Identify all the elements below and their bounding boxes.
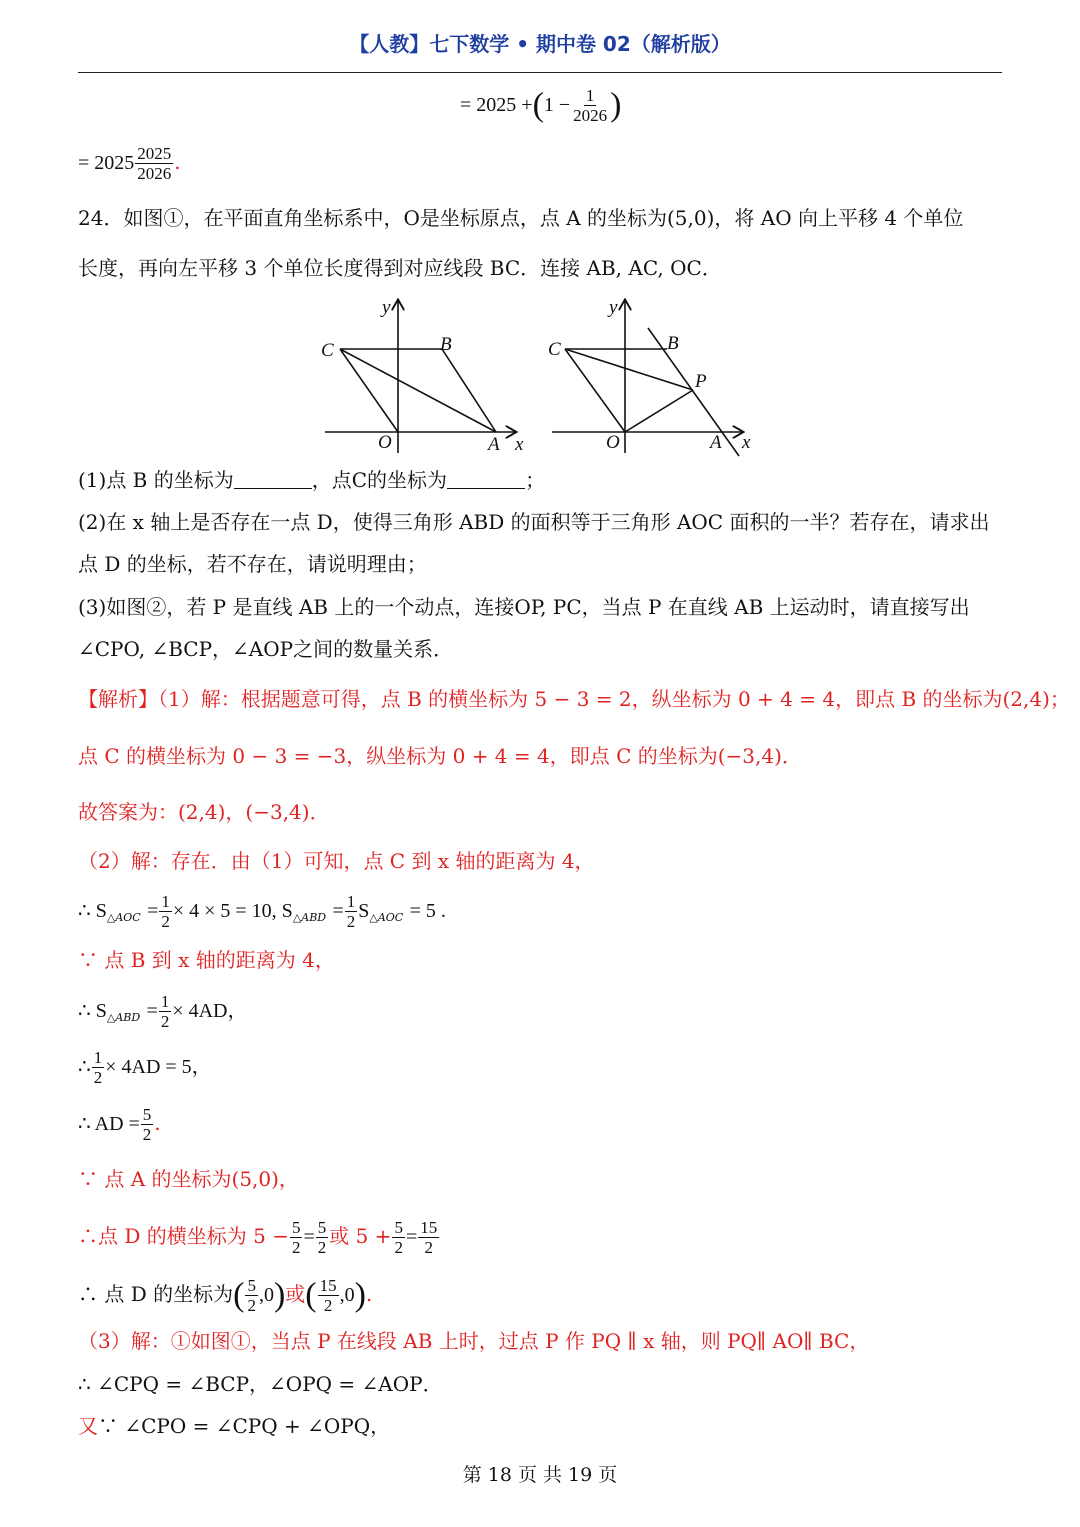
left-paren: ( (305, 1276, 317, 1314)
numerator: 5 (291, 1218, 301, 1237)
s2h-part: 或 5 + (329, 1224, 392, 1248)
fraction (418, 1218, 439, 1257)
s2b-part: = 5 . (409, 900, 446, 922)
solution-3a: （3）解：①如图①，当点 P 在线段 AB 上时，过点 P 作 PQ ∥ x 轴，则 PQ∥ AO∥ BC， (78, 1329, 870, 1353)
s2f-part: . (154, 1111, 161, 1135)
question-3-line-1: (3)如图②，若 P 是直线 AB 上的一个动点，连接OP, PC，当点 P 在直线 AB 上运动时，请直接写出 (78, 595, 970, 619)
denominator: 2 (424, 1238, 433, 1257)
fraction (141, 1105, 154, 1144)
fig1-c-label: C (321, 340, 334, 361)
fraction (345, 892, 358, 931)
fig1-o-label: O (378, 432, 392, 453)
prev-line-2 (78, 140, 181, 185)
subscript: △AOC (369, 911, 404, 924)
question-2-line-2: 点 D 的坐标，若不存在，请说明理由； (78, 552, 427, 576)
fig1-b-label: B (440, 334, 452, 355)
header-rule (78, 72, 1002, 73)
segment-co (565, 349, 625, 432)
solution-1c: 故答案为：(2,4)，(−3,4)． (78, 800, 330, 824)
numerator: 1 (585, 86, 595, 105)
numerator: 1 (160, 992, 170, 1011)
prev-2-end: . (174, 150, 181, 174)
segment-ba (442, 349, 496, 432)
left-paren: ( (532, 86, 544, 124)
denominator: 2 (142, 1125, 152, 1144)
s3c-part: 又 (78, 1414, 98, 1438)
fraction (159, 992, 172, 1031)
s3c-part: ∵ ∠CPO = ∠CPQ + ∠OPQ， (98, 1414, 391, 1438)
numerator: 15 (319, 1276, 337, 1295)
denominator: 2 (291, 1238, 301, 1257)
right-paren: ) (273, 1276, 286, 1314)
solution-2d (78, 986, 247, 1042)
page-header: 【人教】七下数学 • 期中卷 02（解析版） (349, 32, 731, 56)
numerator: 5 (142, 1105, 152, 1124)
s2b-part: = (147, 900, 159, 922)
fig2-y-label: y (609, 297, 618, 318)
right-paren: ) (610, 86, 622, 124)
solution-2f (78, 1099, 161, 1148)
denominator: 2 (93, 1068, 103, 1087)
question-2-line-1: (2)在 x 轴上是否存在一点 D，使得三角形 ABD 的面积等于三角形 AOC 面积的一半？若存在，请求出 (78, 510, 990, 534)
q1-text-a: (1)点 B 的坐标为 (78, 468, 234, 492)
coordinate-figures (310, 293, 770, 463)
problem-line-2: 长度，再向左平移 3 个单位长度得到对应线段 BC．连接 AB, AC, OC． (78, 256, 722, 280)
s2d-part: = (146, 1000, 158, 1022)
subscript: △ABD (292, 911, 327, 924)
s2i-part: ∴ 点 D 的坐标为 (78, 1282, 234, 1306)
fraction (290, 1218, 303, 1257)
solution-2c: ∵ 点 B 到 x 轴的距离为 4， (78, 948, 335, 972)
s2i-part: ,0 (339, 1284, 355, 1306)
question-1 (78, 466, 545, 494)
s2f-part: ∴ AD = (78, 1113, 140, 1135)
solution-2b (78, 886, 446, 942)
denominator: 2026 (573, 106, 608, 125)
denominator: 2 (161, 912, 170, 931)
s2h-part: = (303, 1226, 315, 1248)
numerator: 15 (420, 1218, 438, 1237)
segment-co (340, 349, 398, 432)
fraction (571, 86, 609, 125)
s2h-part: = (405, 1226, 418, 1248)
answer-blank-c (447, 470, 525, 489)
denominator: 2 (394, 1238, 403, 1257)
s2b-part: ∴ S (78, 900, 107, 922)
s2b-part: = (332, 900, 344, 922)
fig2-c-label: C (548, 339, 561, 360)
numerator: 5 (394, 1218, 403, 1237)
fraction (92, 1048, 105, 1087)
fig1-y-label: y (382, 297, 391, 318)
left-paren: ( (233, 1276, 245, 1314)
denominator: 2026 (137, 164, 172, 183)
problem-line-1: 24．如图①，在平面直角坐标系中，O是坐标原点，点 A 的坐标为(5,0)，将 AO 向上平移 4 个单位 (78, 206, 964, 230)
s2e-part: ∴ (78, 1056, 91, 1078)
fraction (135, 144, 173, 183)
denominator: 2 (346, 912, 356, 931)
solution-2a: （2）解：存在．由（1）可知，点 C 到 x 轴的距离为 4， (78, 849, 595, 873)
fig2-x-label: x (742, 432, 751, 453)
denominator: 2 (247, 1296, 256, 1315)
segment-ca (340, 349, 496, 432)
numerator: 1 (93, 1048, 103, 1067)
numerator: 1 (346, 892, 356, 911)
line-ab (648, 328, 739, 456)
prev-line-1 (460, 82, 622, 127)
numerator: 2025 (137, 144, 172, 163)
right-paren: ) (354, 1276, 366, 1314)
prev-1-lhs: = 2025 + (460, 94, 533, 116)
solution-2h (78, 1212, 440, 1261)
s2d-part: × 4AD， (172, 1000, 248, 1022)
q1-text-c: ； (525, 468, 546, 492)
solution-3c (78, 1412, 390, 1440)
solution-3b: ∴ ∠CPQ = ∠BCP，∠OPQ = ∠AOP． (78, 1372, 443, 1396)
prev-2-lhs: = 2025 (78, 152, 135, 174)
fig2-a-label: A (710, 432, 722, 453)
fraction (159, 892, 172, 931)
fig2-b-label: B (667, 333, 679, 354)
solution-2g: ∵ 点 A 的坐标为(5,0)， (78, 1167, 299, 1191)
denominator: 2 (317, 1238, 327, 1257)
s2e-part: × 4AD = 5， (105, 1056, 212, 1078)
subscript: △ABD (106, 1011, 141, 1024)
answer-blank-b (234, 470, 312, 489)
s2d-part: ∴ S (78, 1000, 107, 1022)
fig1-x-label: x (515, 434, 524, 455)
s2i-part: . (365, 1282, 373, 1306)
solution-1b: 点 C 的横坐标为 0 − 3 = −3，纵坐标为 0 + 4 = 4，即点 C 的坐标为(−3,4)． (78, 744, 802, 768)
subscript: △AOC (106, 911, 141, 924)
fig2-p-label: P (695, 371, 707, 392)
solution-2e (78, 1042, 212, 1091)
s2h-part: ∴点 D 的横坐标为 5 − (78, 1224, 289, 1248)
s2i-part: ,0 (258, 1284, 274, 1306)
figure-1 (325, 301, 515, 453)
page-footer: 第 18 页 共 19 页 (462, 1464, 618, 1486)
question-3-line-2: ∠CPO, ∠BCP，∠AOP之间的数量关系． (78, 637, 454, 661)
denominator: 2 (323, 1296, 333, 1315)
numerator: 5 (247, 1276, 256, 1295)
solution-2i (78, 1270, 372, 1319)
solution-1a: 【解析】（1）解：根据题意可得，点 B 的横坐标为 5 − 3 = 2，纵坐标为 0 + 4 = 4，即点 B 的坐标为(2,4)； (78, 687, 1070, 711)
segment-op (625, 390, 693, 432)
numerator: 5 (317, 1218, 327, 1237)
fraction (318, 1276, 339, 1315)
denominator: 2 (160, 1012, 170, 1031)
prev-1-one: 1 − (543, 94, 571, 116)
s2b-part: × 4 × 5 = 10, S (172, 900, 293, 922)
s2i-part: 或 (285, 1282, 306, 1306)
fraction (392, 1218, 405, 1257)
fig1-a-label: A (488, 434, 500, 455)
segment-cp (565, 349, 693, 390)
fraction (316, 1218, 329, 1257)
s2b-part: S (358, 900, 370, 922)
fig2-o-label: O (606, 432, 620, 453)
q1-text-b: ，点C的坐标为 (311, 468, 448, 492)
numerator: 1 (161, 892, 170, 911)
fraction (245, 1276, 258, 1315)
